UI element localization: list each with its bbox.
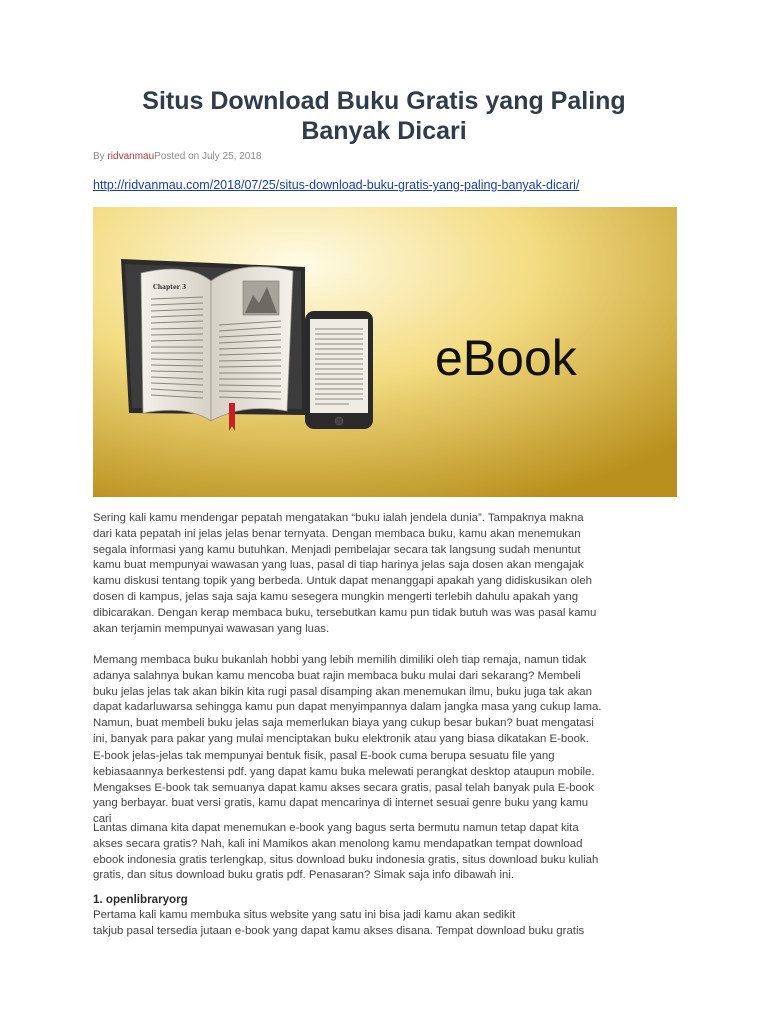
smartphone-icon bbox=[305, 311, 373, 429]
paragraph-ebook bbox=[93, 749, 681, 828]
text-line: dari kata pepatah ini jelas jelas benar ternyata. Dengan membaca buku, kamu akan menemukan bbox=[93, 527, 581, 540]
byline bbox=[93, 151, 261, 162]
byline-prefix: By bbox=[93, 151, 108, 162]
paragraph-openlibrary bbox=[93, 908, 681, 940]
page-title bbox=[60, 86, 708, 146]
text-line: buku jelas jelas tak akan bikin kita rugi pasal disamping akan menemukan ilmu, buku juga tak akan bbox=[93, 685, 592, 698]
title-line-1: Situs Download Buku Gratis yang Paling bbox=[142, 87, 626, 115]
paragraph-membaca bbox=[93, 653, 681, 748]
title-line-2: Banyak Dicari bbox=[301, 117, 467, 145]
text-line: akses secara gratis? Nah, kali ini Mamikos akan menolong kamu mendapatkan tempat download bbox=[93, 837, 583, 850]
text-line: akan terjamin mempunyai wawasan yang luas. bbox=[93, 622, 330, 635]
text-line: Pertama kali kamu membuka situs website yang satu ini bisa jadi kamu akan sedikit bbox=[93, 909, 516, 921]
text-line: ini, banyak para pakar yang mulai menciptakan buku elektronik atau yang biasa dikatakan E-book. bbox=[93, 732, 589, 745]
text-line: dapat kadarluwarsa sehingga kamu pun dapat menyimpannya dalam jangka masa yang cukup lama. bbox=[93, 701, 602, 714]
tablet-icon bbox=[121, 259, 305, 431]
text-line: ebook indonesia gratis terlengkap, situs download buku indonesia gratis, situs download buku kuliah bbox=[93, 853, 599, 866]
text-line: segala informasi yang kamu butuhkan. Menjadi pembelajar secara tak langsung sudah menuntut bbox=[93, 543, 581, 556]
text-line: takjub pasal tersedia jutaan e-book yang dapat kamu akses disana. Tempat download buku gratis bbox=[93, 924, 585, 937]
text-line: Namun, buat membeli buku jelas saja memerlukan biaya yang cukup besar bukan? buat mengatasi bbox=[93, 717, 594, 730]
author-link[interactable]: ridvanmau bbox=[107, 151, 155, 162]
text-line: kamu diskusi tentang topik yang berbeda. Untuk dapat menanggapi apakah yang didiskusikan oleh bbox=[93, 575, 592, 588]
chapter-label: Chapter 3 bbox=[153, 284, 187, 291]
text-line: Lantas dimana kita dapat menemukan e-book yang bagus serta bermutu namun tetap dapat kita bbox=[93, 822, 579, 834]
text-line: gratis, dan situs download buku gratis pdf. Penasaran? Simak saja info dibawah ini. bbox=[93, 869, 515, 882]
text-line: cari bbox=[93, 813, 112, 826]
ebook-label: eBook bbox=[435, 330, 577, 386]
text-line: kamu buat mempunyai wawasan yang luas, pasal di tiap harinya jelas saja dosen akan mengajak bbox=[93, 559, 584, 572]
paragraph-intro bbox=[93, 511, 681, 637]
posted-date: Posted on July 25, 2018 bbox=[154, 151, 262, 162]
text-line: Sering kali kamu mendengar pepatah mengatakan “buku ialah jendela dunia”. Tampaknya makna bbox=[93, 512, 584, 524]
text-line: adanya salahnya bukan kamu mencoba buat rajin membaca buku mulai dari sekarang? Membeli bbox=[93, 669, 581, 682]
text-line: dibicarakan. Dengan kerap membaca buku, tersebutkan kamu pun tidak butuh was was pasal kamu bbox=[93, 606, 597, 619]
text-line: E-book jelas-jelas tak mempunyai bentuk fisik, pasal E-book cuma berupa sesuatu file yang bbox=[93, 750, 555, 762]
text-line: kebiasaannya berkestensi pdf. yang dapat kamu buka melewati perangkat desktop ataupun mobile. bbox=[93, 765, 595, 778]
article-url-link[interactable]: http://ridvanmau.com/2018/07/25/situs-download-buku-gratis-yang-paling-banyak-dicari/ bbox=[93, 178, 580, 192]
section-heading-openlibrary: 1. openlibraryorg bbox=[93, 893, 188, 906]
ebook-hero-image bbox=[93, 207, 677, 497]
text-line: Mengakses E-book tak semuanya dapat kamu akses secara gratis, pasal telah banyak pula E-book bbox=[93, 781, 594, 794]
text-line: Memang membaca buku bukanlah hobbi yang lebih memilih dimiliki oleh tiap remaja, namun tidak bbox=[93, 654, 587, 666]
text-line: dosen di kampus, jelas saja saja kamu sesegera mungkin mengerti terlebih dahulu apakah yang bbox=[93, 590, 579, 603]
paragraph-lantas bbox=[93, 821, 681, 884]
text-line: yang berbayar. buat versi gratis, kamu dapat mencarinya di internet sesuai genre buku yang kamu bbox=[93, 797, 589, 810]
